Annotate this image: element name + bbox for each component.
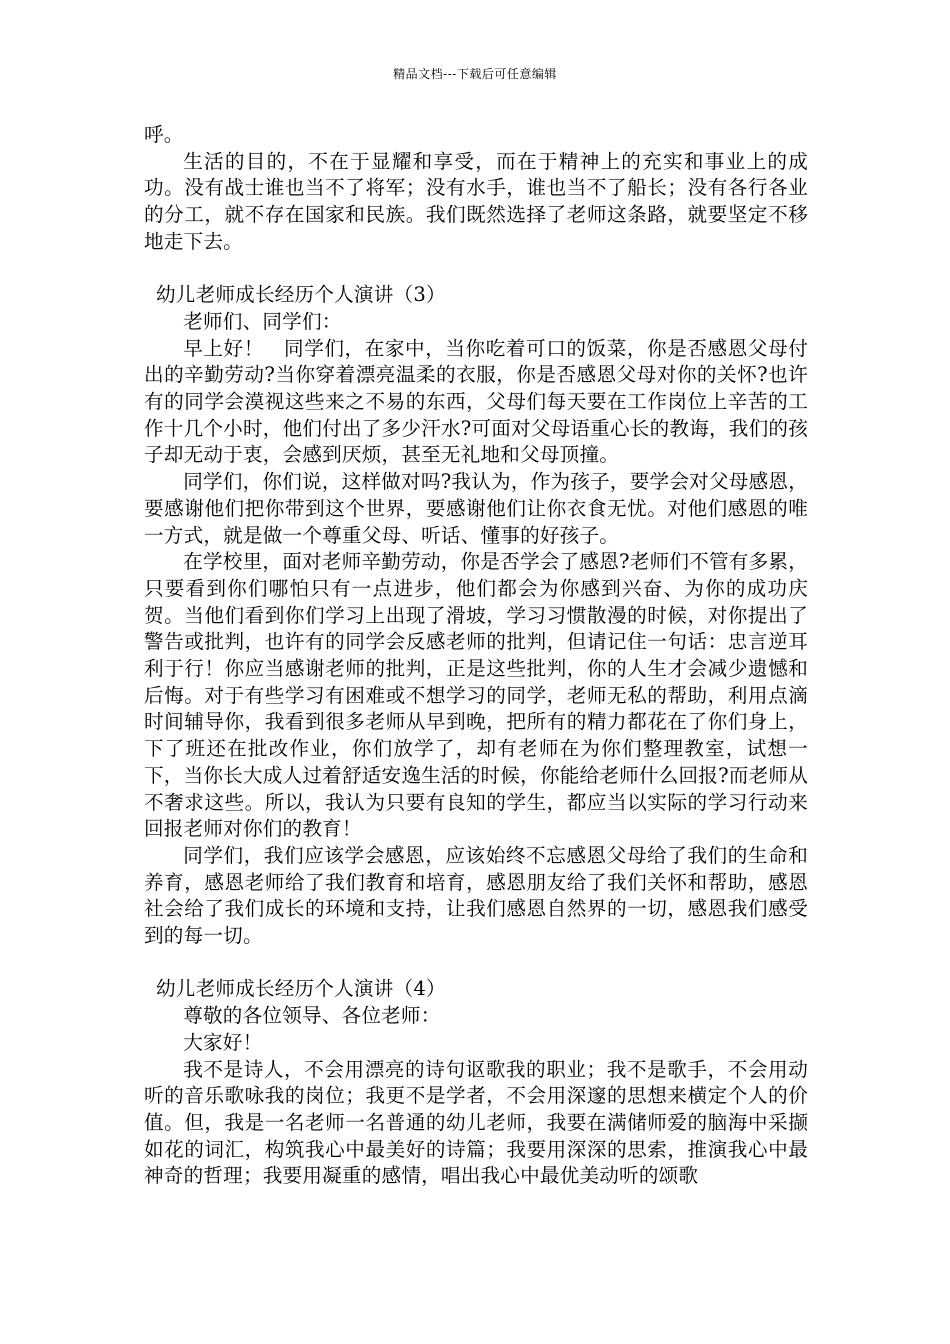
paragraph: 同学们，你们说，这样做对吗?我认为，作为孩子，要学会对父母感恩，要感谢他们把你带到这个世界，要感谢他们让你衣食无忧。对他们感恩的唯一方式，就是做一个尊重父母、听话、懂事的好孩子。 [144, 470, 808, 547]
section-heading-3: 幼儿老师成长经历个人演讲（3） [156, 283, 446, 307]
paragraph: 早上好！ 同学们，在家中，当你吃着可口的饭菜，你是否感恩父母付出的辛勤劳动?当你穿着漂亮温柔的衣服，你是否感恩父母对你的关怀?也许有的同学会漠视这些来之不易的东西，父母们每天要在工作岗位上辛苦的工作十几个小时，他们付出了多少汗水?可面对父母语重心长的教诲，我们的孩子却无动于衷，会感到厌烦，甚至无礼地和父母顶撞。 [144, 336, 808, 467]
page-header: 精品文档---下载后可任意编辑 [393, 67, 557, 81]
paragraph-continuation: 呼。 [144, 123, 184, 146]
salutation: 尊敬的各位领导、各位老师： [183, 1004, 441, 1028]
paragraph: 在学校里，面对老师辛勤劳动，你是否学会了感恩?老师们不管有多累，只要看到你们哪怕只有一点进步，他们都会为你感到兴奋、为你的成功庆贺。当他们看到你们学习上出现了滑坡，学习习惯散漫的时候，对你提出了警告或批判，也许有的同学会反感老师的批判，但请记住一句话：忠言逆耳利于行！你应当感谢老师的批判，正是这些批判，你的人生才会减少遗憾和后悔。对于有些学习有困难或不想学习的同学，老师无私的帮助，利用点滴时间辅导你，我看到很多老师从早到晚，把所有的精力都花在了你们身上，下了班还在批改作业，你们放学了，却有老师在为你们整理教室，试想一下，当你长大成人过着舒适安逸生活的时候，你能给老师什么回报?而老师从不奢求这些。所以，我认为只要有良知的学生，都应当以实际的学习行动来回报老师对你们的教育！ [144, 550, 808, 841]
greeting: 大家好！ [183, 1030, 263, 1054]
salutation: 老师们、同学们： [183, 309, 342, 333]
paragraph: 同学们，我们应该学会感恩，应该始终不忘感恩父母给了我们的生命和养育，感恩老师给了我们教育和培育，感恩朋友给了我们关怀和帮助，感恩社会给了我们成长的环境和支持，让我们感恩自然界的一切，感恩我们感受到的每一切。 [144, 843, 808, 948]
section-heading-4: 幼儿老师成长经历个人演讲（4） [156, 977, 446, 1001]
paragraph: 我不是诗人，不会用漂亮的诗句讴歌我的职业；我不是歌手，不会用动听的音乐歌咏我的岗位；我更不是学者，不会用深邃的思想来横定个人的价值。但，我是一名老师一名普通的幼儿老师，我要在满储师爱的脑海中采撷如花的词汇，构筑我心中最美好的诗篇；我要用深深的思索，推演我心中最神奇的哲理；我要用凝重的感情，唱出我心中最优美动听的颂歌 [144, 1057, 808, 1188]
paragraph: 生活的目的，不在于显耀和享受，而在于精神上的充实和事业上的成功。没有战士谁也当不了将军；没有水手，谁也当不了船长；没有各行各业的分工，就不存在国家和民族。我们既然选择了老师这条路，就要坚定不移地走下去。 [144, 149, 808, 253]
document-body [144, 122, 808, 1190]
